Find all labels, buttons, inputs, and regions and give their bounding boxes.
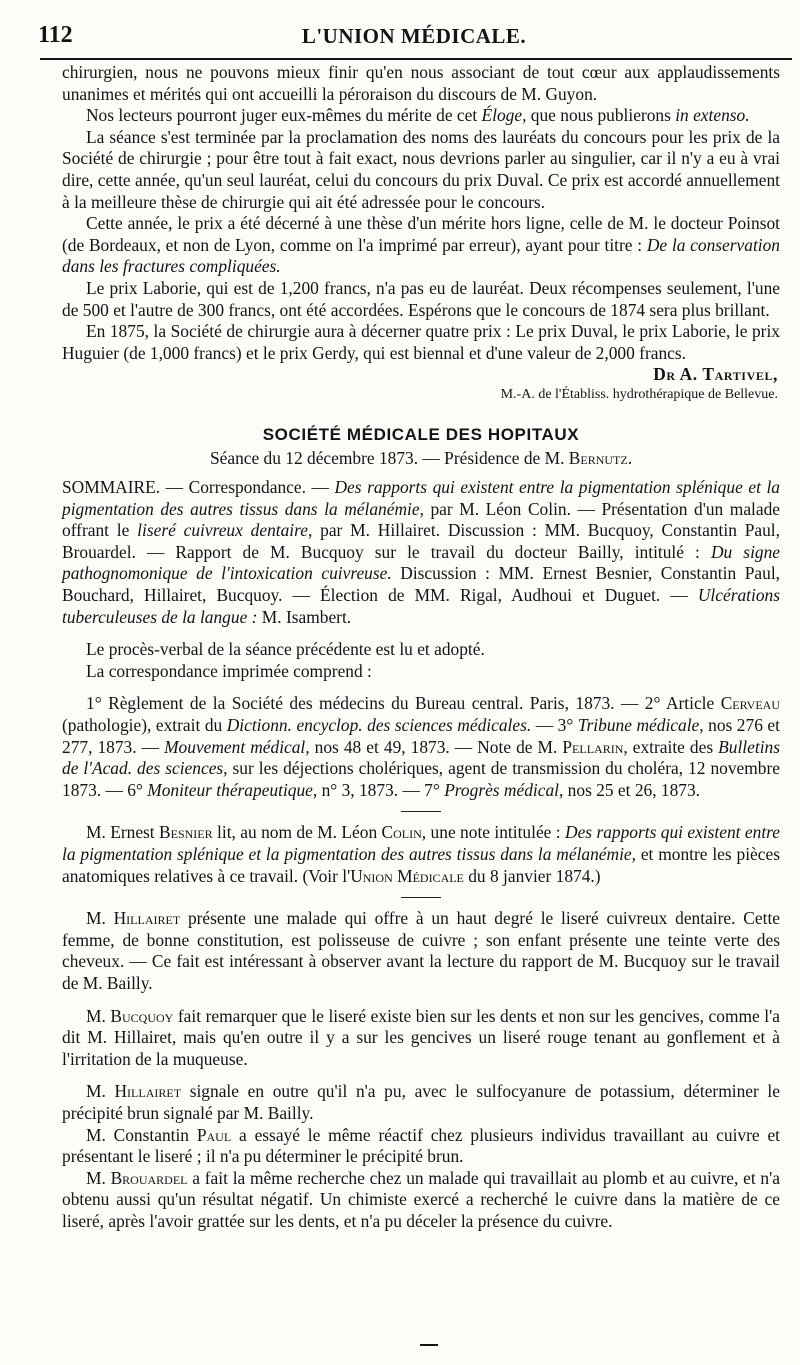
italic-run: in extenso. [675,105,750,126]
paragraph-correspondance [62,693,780,801]
text-run: que nous publierons [526,105,676,126]
paragraph-readers [62,105,780,127]
text-run: Discussion : MM. Ernest Besnier, Constantin Paul, Bouchard, Hillairet, Bucquoy. — Élection de MM. Rigal, Audhoui et Duguet. — [62,563,780,606]
text-run: et montre les pièces anatomiques relatives à ce travail. (Voir l' [62,844,780,886]
text-run: nos 25 et 26, 1873. [563,779,701,800]
text-run: — Correspondance. — [160,477,335,498]
text-run: a fait la même recherche chez un malade qui travaillait au plomb et au cuivre, et n'a obtenu aussi qu'un résultat négatif. Un chimiste exercé a recherché le cuivre dans la matière de ce liseré, après l'avoir grattée sur les dents, et n'a pu déceler la présence du cuivre. [62,1167,780,1231]
paragraph-hillairet-2 [62,1081,780,1124]
text-run: Cette année, le prix a été décerné à une thèse d'un mérite hors ligne, celle de M. le docteur Poinsot (de Bordeaux, et non de Lyon, comme on l'a imprimé par erreur), ayant pour titre : [62,213,780,255]
divider [401,811,441,812]
text-run: M. [86,1005,111,1026]
signature-title: M.-A. de l'Établiss. hydrothérapique de Bellevue. [500,386,778,402]
paragraph-laborie: Le prix Laborie, qui est de 1,200 francs, n'a pas eu de lauréat. Deux récompenses seulement, l'une de 500 et l'autre de 300 francs, ont été accordées. Espérons que le concours de 1874 sera plus brillant. [62,277,780,320]
italic-run: Bulletins de l'Acad. des sciences, [62,736,780,779]
text-run: M. Constantin [86,1124,197,1145]
text-run: M. [86,1167,111,1188]
summary-label: SOMMAIRE. [62,477,161,498]
italic-run: Du signe pathognomonique de l'intoxication cuivreuse. [62,541,781,584]
small-caps-run: Brouardel [110,1167,188,1188]
text-run: par M. Hillairet. Discussion : MM. Bucquoy, Constantin Paul, Brouardel. — Rapport de M. Bucquoy sur le travail du docteur Bailly, intitulé : [62,520,780,562]
text-run: n° 3, 1873. — 7° [317,779,445,800]
italic-run: Dictionn. encyclop. des sciences médicales. [226,715,532,736]
small-caps-run: Hillairet [113,908,181,929]
text-run: (pathologie), extrait du [62,715,227,736]
paragraph-laureate [62,213,780,278]
seance-line [62,448,780,470]
header-rule [40,58,792,60]
small-caps-run: Cerveau [720,693,780,714]
text-run: sur les déjections cholériques, agent de transmission du choléra, 12 novembre 1873. — 6° [62,758,780,800]
small-caps-run: Paul [196,1124,232,1145]
section-title: SOCIÉTÉ MÉDICALE DES HOPITAUX [262,424,580,444]
paragraph-bucquoy [62,1006,780,1071]
small-caps-run: Besnier [159,822,213,843]
paragraph-hillairet [62,908,780,994]
signature-name: Dr A. Tartivel, [653,364,778,385]
small-caps-run: Colin, [381,822,427,843]
italic-run: Moniteur thérapeutique, [147,779,318,800]
text-run: du 8 janvier 1874.) [463,865,601,886]
text-run: Séance du 12 décembre 1873. — Présidence de M. [209,447,569,468]
body-text [62,62,780,1233]
small-caps-run: Union Médicale [350,865,464,886]
text-run: M. Ernest [86,822,160,843]
text-run: extraite des [627,736,719,757]
text-run: lit, au nom de M. Léon [212,822,382,843]
footer-mark [420,1344,438,1346]
text-run: M. [86,1081,115,1102]
small-caps-run: Bucquoy [110,1005,174,1026]
text-run: 1° Règlement de la Société des médecins du Bureau central. Paris, 1873. — 2° Article [86,693,721,714]
text-run: nos 276 et 277, 1873. — [62,715,780,757]
small-caps-run: Hillairet [114,1081,182,1102]
italic-run: Progrès médical, [444,779,564,800]
italic-run: Des rapports qui existent entre la pigmentation splénique et la pigmentation des autres tissus dans la mélanémie, [62,822,780,864]
text-run: — 3° [531,715,578,736]
paragraph-1875: En 1875, la Société de chirurgie aura à décerner quatre prix : Le prix Duval, le prix Laborie, le prix Huguier (de 1,000 francs) et le prix Gerdy, qui est biennal et d'une valeur de 2,000 francs. [62,321,780,363]
italic-run: De la conservation dans les fractures compliquées. [62,234,780,277]
paragraph-besnier [62,822,780,887]
text-run: Nos lecteurs pourront juger eux-mêmes du mérite de cet [86,105,482,126]
page-header [38,20,790,56]
paragraph-guyon: chirurgien, nous ne pouvons mieux finir qu'en nous associant de tout cœur aux applaudissements unanimes et mérités qui ont accueilli la péroraison du discours de M. Guyon. [62,62,780,104]
divider [401,897,441,898]
italic-run: Ulcérations tuberculeuses de la langue : [62,585,780,627]
text-run: fait remarquer que le liseré existe bien sur les dents et non sur les gencives, comme l'a dit M. Hillairet, mais qu'en outre il y a sur les gencives un liseré rouge tenant au gonflement et à l'irritation de la muqueuse. [62,1005,780,1069]
small-caps-run: Pellarin, [562,736,628,757]
summary-paragraph [62,477,780,628]
signature [62,364,780,386]
text-run: présente une malade qui offre à un haut degré le liseré cuivreux dentaire. Cette femme, de bonne constitution, est polisseuse de cuivre ; son enfant présente une teinte verte des cheveux. — Ce fait est intéressant à observer avant la lecture du rapport de M. Bucquoy sur le travail de M. Bailly. [62,908,780,993]
italic-run: liseré cuivreux dentaire, [137,520,313,541]
paragraph-proces-verbal: Le procès-verbal de la séance précédente est lu et adopté. [86,639,485,660]
italic-run: Éloge, [481,105,527,126]
paragraph-seance-end: La séance s'est terminée par la proclamation des noms des lauréats du concours pour les prix de la Société de chirurgie ; pour être tout à fait exact, nous devrions parler au singulier, car il n'y a eu à vrai dire, cette année, qu'un seul lauréat, celui du concours du prix Duval. Ce prix est accordé annuellement à la meilleure thèse de chirurgie qui ait été adressée pour le concours. [62,126,780,212]
paragraph-brouardel [62,1168,780,1233]
text-run: M. Isambert. [257,606,352,627]
president-name: Bernutz. [568,447,633,468]
text-run: signale en outre qu'il n'a pu, avec le sulfocyanure de potassium, déterminer le précipité brun signalé par M. Bailly. [62,1081,780,1123]
text-run: par M. Léon Colin. — Présentation d'un malade offrant le [62,498,780,541]
text-run: nos 48 et 49, 1873. — Note de M. [309,736,563,757]
running-title: L'UNION MÉDICALE. [301,24,527,48]
italic-run: Mouvement médical, [164,736,310,757]
page-number: 112 [38,22,73,48]
text-run: M. [86,908,114,929]
paragraph-paul [62,1125,780,1168]
italic-run: Des rapports qui existent entre la pigmentation splénique et la pigmentation des autres tissus dans la mélanémie, [62,477,780,519]
italic-run: Tribune médicale, [577,715,704,736]
text-run: a essayé le même réactif chez plusieurs individus travaillant au cuivre et présentant le liseré ; il n'a pu déterminer le précipité brun. [62,1124,780,1167]
text-run: une note intitulée : [426,822,566,843]
paragraph-correspondance-intro: La correspondance imprimée comprend : [86,660,372,681]
